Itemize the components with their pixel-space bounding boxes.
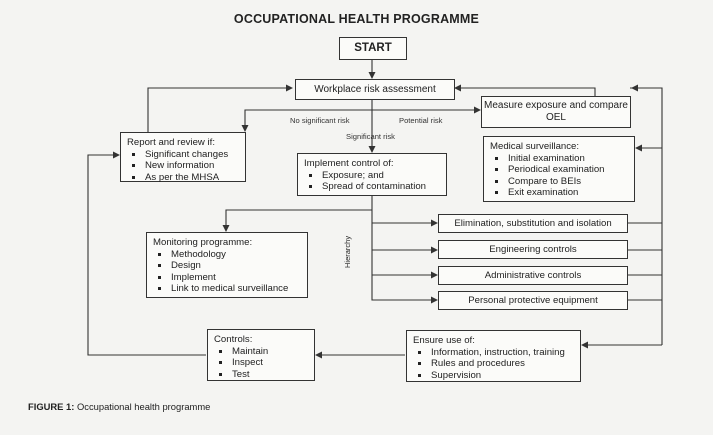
medical-surveillance-item: Initial examination: [490, 153, 630, 165]
medical-surveillance-box: [483, 136, 635, 202]
elimination-box: Elimination, substitution and isolation: [438, 214, 628, 233]
controls-item: Maintain: [214, 346, 310, 358]
ensure-use-heading: Ensure use of:: [413, 335, 475, 346]
label-potential-risk: Potential risk: [399, 116, 443, 125]
diagram-title: OCCUPATIONAL HEALTH PROGRAMME: [233, 12, 480, 26]
hierarchy-label: Hierarchy: [343, 235, 352, 268]
controls-heading: Controls:: [214, 334, 253, 345]
monitoring-item: Implement: [153, 272, 303, 284]
implement-control-box: [297, 153, 447, 196]
workplace-risk-assessment-box: Workplace risk assessment: [295, 79, 455, 100]
medical-surveillance-item: Compare to BEIs: [490, 176, 630, 188]
measure-exposure-box: Measure exposure and compare OEL: [481, 96, 631, 128]
monitoring-item: Link to medical surveillance: [153, 283, 303, 295]
administrative-controls-box: Administrative controls: [438, 266, 628, 285]
ensure-use-item: Supervision: [413, 370, 576, 382]
implement-control-item: Exposure; and: [304, 170, 442, 182]
caption-prefix: FIGURE 1:: [28, 401, 75, 412]
start-node: START: [339, 37, 407, 60]
controls-item: Inspect: [214, 357, 310, 369]
engineering-controls-box: Engineering controls: [438, 240, 628, 259]
report-review-item: New information: [127, 160, 241, 172]
ensure-use-box: [406, 330, 581, 382]
controls-box: [207, 329, 315, 381]
report-review-box: [120, 132, 246, 182]
medical-surveillance-heading: Medical surveillance:: [490, 141, 580, 152]
report-review-item: Significant changes: [127, 149, 241, 161]
right-feedback-line: [630, 88, 662, 345]
monitoring-heading: Monitoring programme:: [153, 237, 253, 248]
arrow-to-ppe: [372, 196, 437, 300]
medical-surveillance-item: Periodical examination: [490, 164, 630, 176]
report-review-item: As per the MHSA: [127, 172, 241, 184]
report-review-heading: Report and review if:: [127, 137, 215, 148]
implement-control-item: Spread of contamination: [304, 181, 442, 193]
medical-surveillance-item: Exit examination: [490, 187, 630, 199]
ensure-use-item: Information, instruction, training: [413, 347, 576, 359]
monitoring-item: Methodology: [153, 249, 303, 261]
controls-item: Test: [214, 369, 310, 381]
ppe-box: Personal protective equipment: [438, 291, 628, 310]
ensure-use-item: Rules and procedures: [413, 358, 576, 370]
monitoring-programme-box: [146, 232, 308, 298]
implement-control-heading: Implement control of:: [304, 158, 394, 169]
arrow-measure-to-risk: [455, 88, 595, 96]
arrow-to-monitoring: [226, 210, 372, 231]
monitoring-item: Design: [153, 260, 303, 272]
caption-text: Occupational health programme: [76, 401, 211, 412]
figure-caption: [28, 401, 210, 412]
label-significant-risk: Significant risk: [346, 132, 395, 141]
label-no-significant-risk: No significant risk: [290, 116, 350, 125]
